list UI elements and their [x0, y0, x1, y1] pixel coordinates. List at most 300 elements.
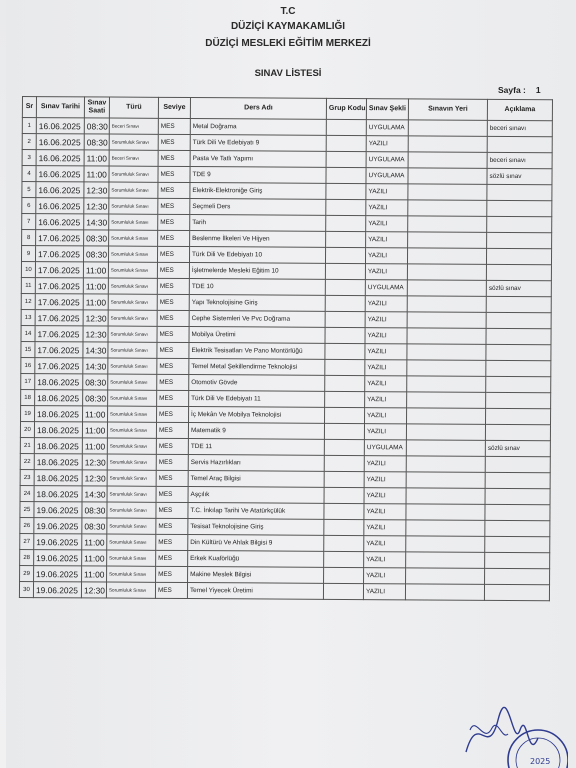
cell-date: 16.06.2025	[36, 118, 84, 134]
cell-sr: 21	[20, 437, 34, 453]
cell-course: Elektrik Tesisatları Ve Pano Montörlüğü	[189, 343, 325, 360]
cell-exam-place	[407, 376, 486, 392]
cell-exam-form: YAZILI	[366, 232, 408, 248]
cell-note	[486, 312, 551, 328]
cell-sr: 10	[21, 261, 35, 277]
cell-exam-form: YAZILI	[364, 504, 406, 520]
cell-group-code	[326, 151, 366, 167]
cell-exam-form: YAZILI	[365, 264, 407, 280]
cell-time: 12:30	[84, 182, 109, 198]
cell-exam-place	[407, 328, 486, 344]
cell-note	[486, 248, 551, 264]
cell-sr: 5	[22, 182, 36, 198]
cell-course: TDE 10	[189, 279, 325, 296]
cell-course: Din Kültürü Ve Ahlak Bilgisi 9	[188, 535, 324, 552]
cell-exam-place	[405, 584, 484, 600]
cell-time: 12:30	[83, 310, 108, 326]
cell-exam-place	[406, 504, 485, 520]
cell-exam-place	[406, 552, 485, 568]
cell-sr: 29	[20, 565, 34, 581]
cell-exam-place	[406, 536, 485, 552]
header-line3: DÜZİÇİ MESLEKİ EĞİTİM MERKEZİ	[205, 38, 371, 49]
cell-date: 16.06.2025	[36, 150, 84, 166]
cell-note	[485, 536, 550, 552]
cell-date: 17.06.2025	[35, 358, 83, 374]
cell-date: 18.06.2025	[34, 470, 82, 486]
cell-date: 18.06.2025	[35, 390, 83, 406]
header-line1: T.C	[280, 6, 296, 17]
cell-level: MES	[157, 310, 189, 326]
cell-time: 12:30	[84, 198, 109, 214]
cell-exam-place	[407, 248, 486, 264]
cell-sr: 17	[21, 373, 35, 389]
cell-exam-form: YAZILI	[365, 248, 407, 264]
cell-group-code	[324, 519, 364, 535]
cell-note	[487, 136, 552, 152]
cell-time: 11:00	[83, 278, 108, 294]
cell-time: 12:30	[82, 470, 107, 486]
cell-exam-form: UYGULAMA	[366, 168, 408, 184]
cell-exam-form: YAZILI	[364, 520, 406, 536]
cell-date: 18.06.2025	[35, 406, 83, 422]
cell-group-code	[326, 231, 366, 247]
cell-time: 08:30	[83, 374, 108, 390]
cell-sr: 28	[20, 549, 34, 565]
cell-level: MES	[158, 198, 190, 214]
cell-group-code	[325, 375, 365, 391]
cell-note	[485, 552, 550, 568]
cell-group-code	[324, 535, 364, 551]
cell-date: 16.06.2025	[36, 166, 84, 182]
cell-group-code	[325, 263, 365, 279]
cell-date: 17.06.2025	[35, 310, 83, 326]
cell-time: 14:30	[82, 486, 107, 502]
cell-date: 18.06.2025	[35, 374, 83, 390]
cell-sr: 22	[20, 453, 34, 469]
cell-group-code	[325, 359, 365, 375]
cell-date: 17.06.2025	[35, 262, 83, 278]
cell-group-code	[325, 391, 365, 407]
cell-type: Sorumluluk Sınavı	[108, 342, 157, 358]
cell-course: Elektrik-Elektroniğe Giriş	[190, 183, 326, 200]
cell-type: Sorumluluk Sınavı	[108, 262, 157, 278]
cell-level: MES	[156, 438, 188, 454]
cell-date: 19.06.2025	[34, 550, 82, 566]
cell-course: Türk Dili Ve Edebiyatı 10	[189, 247, 325, 264]
cell-time: 11:00	[83, 262, 108, 278]
cell-course: TDE 9	[190, 167, 326, 184]
col-header: Sınav Tarihi	[36, 97, 84, 118]
cell-sr: 14	[21, 325, 35, 341]
cell-exam-form: YAZILI	[364, 488, 406, 504]
cell-time: 12:30	[83, 326, 108, 342]
cell-sr: 13	[21, 309, 35, 325]
cell-date: 16.06.2025	[36, 198, 84, 214]
cell-sr: 15	[21, 341, 35, 357]
cell-level: MES	[158, 182, 190, 198]
cell-sr: 24	[20, 485, 34, 501]
signature-scribble	[466, 707, 538, 752]
cell-note	[486, 360, 551, 376]
cell-course: Matematik 9	[188, 423, 324, 440]
cell-sr: 23	[20, 469, 34, 485]
cell-type: Beceri Sınavı	[109, 118, 158, 134]
cell-time: 11:00	[82, 438, 107, 454]
cell-type: Sorumluluk Sınavı	[107, 550, 156, 566]
cell-level: MES	[156, 518, 188, 534]
cell-exam-form: YAZILI	[365, 328, 407, 344]
list-title: SINAV LİSTESİ	[254, 68, 322, 79]
cell-exam-form: YAZILI	[364, 552, 406, 568]
col-header: Sınavın Yeri	[408, 99, 487, 120]
cell-level: MES	[156, 566, 188, 582]
cell-group-code	[323, 583, 363, 599]
cell-note: sözlü sınav	[487, 168, 552, 184]
cell-level: MES	[156, 550, 188, 566]
cell-level: MES	[158, 150, 190, 166]
cell-exam-place	[407, 344, 486, 360]
cell-exam-place	[406, 568, 485, 584]
cell-level: MES	[156, 454, 188, 470]
cell-exam-form: YAZILI	[366, 136, 408, 152]
cell-note: sözlü sınav	[485, 440, 550, 456]
cell-group-code	[326, 167, 366, 183]
cell-sr: 1	[22, 118, 36, 134]
cell-exam-place	[408, 200, 487, 216]
cell-sr: 7	[22, 214, 36, 230]
cell-exam-place	[407, 296, 486, 312]
cell-date: 19.06.2025	[33, 582, 81, 598]
cell-exam-form: YAZILI	[364, 472, 406, 488]
cell-exam-place	[408, 120, 487, 136]
official-stamp	[458, 690, 568, 768]
cell-level: MES	[158, 230, 190, 246]
cell-group-code	[326, 215, 366, 231]
cell-sr: 12	[21, 293, 35, 309]
cell-exam-place	[408, 232, 487, 248]
cell-type: Sorumluluk Sınavı	[108, 406, 157, 422]
cell-time: 14:30	[84, 214, 109, 230]
cell-note	[487, 184, 552, 200]
cell-group-code	[324, 455, 364, 471]
cell-course: Beslenme İlkeleri Ve Hijyen	[190, 231, 326, 248]
cell-note	[486, 264, 551, 280]
cell-exam-form: YAZILI	[364, 536, 406, 552]
cell-date: 16.06.2025	[36, 134, 84, 150]
cell-group-code	[324, 439, 364, 455]
cell-note	[485, 472, 550, 488]
cell-exam-form: YAZILI	[364, 568, 406, 584]
cell-time: 08:30	[83, 246, 108, 262]
col-header: Grup Kodu	[326, 98, 366, 119]
cell-time: 11:00	[83, 406, 108, 422]
cell-exam-form: UYGULAMA	[366, 152, 408, 168]
cell-group-code	[325, 407, 365, 423]
cell-exam-place	[408, 136, 487, 152]
cell-exam-place	[408, 216, 487, 232]
cell-time: 11:00	[82, 566, 107, 582]
cell-level: MES	[158, 134, 190, 150]
cell-exam-place	[407, 360, 486, 376]
cell-exam-form: YAZILI	[365, 408, 407, 424]
cell-group-code	[324, 503, 364, 519]
cell-time: 08:30	[83, 390, 108, 406]
cell-date: 16.06.2025	[36, 182, 84, 198]
cell-note: beceri sınavı	[487, 120, 552, 136]
cell-exam-place	[406, 456, 485, 472]
cell-group-code	[326, 135, 366, 151]
cell-type: Sorumluluk Sınavı	[107, 518, 156, 534]
cell-group-code	[325, 311, 365, 327]
cell-type: Sorumluluk Sınavı	[108, 310, 157, 326]
cell-group-code	[324, 551, 364, 567]
cell-course: İşletmelerde Mesleki Eğitim 10	[189, 263, 325, 280]
col-header: Seviye	[158, 97, 190, 118]
cell-level: MES	[157, 390, 189, 406]
cell-time: 08:30	[84, 118, 109, 134]
cell-type: Sorumluluk Sınavı	[107, 422, 156, 438]
cell-level: MES	[156, 502, 188, 518]
cell-course: Mobilya Üretimi	[189, 327, 325, 344]
cell-type: Sorumluluk Sınavı	[108, 246, 157, 262]
cell-exam-form: YAZILI	[366, 184, 408, 200]
cell-type: Sorumluluk Sınavı	[107, 454, 156, 470]
cell-type: Sorumluluk Sınavı	[109, 134, 158, 150]
cell-group-code	[324, 471, 364, 487]
cell-level: MES	[158, 214, 190, 230]
cell-date: 17.06.2025	[35, 294, 83, 310]
cell-note	[484, 584, 549, 600]
cell-date: 18.06.2025	[34, 422, 82, 438]
cell-exam-form: YAZILI	[364, 456, 406, 472]
cell-exam-place	[407, 280, 486, 296]
cell-time: 11:00	[84, 150, 109, 166]
cell-sr: 20	[20, 421, 34, 437]
cell-course: Temel Araç Bilgisi	[188, 471, 324, 488]
cell-date: 17.06.2025	[36, 230, 84, 246]
cell-type: Sorumluluk Sınavı	[109, 214, 158, 230]
cell-level: MES	[158, 118, 190, 134]
cell-course: Pasta Ve Tatlı Yapımı	[190, 151, 326, 168]
cell-time: 08:30	[84, 134, 109, 150]
cell-sr: 8	[22, 230, 36, 246]
cell-level: MES	[156, 534, 188, 550]
page-label: Sayfa :	[498, 85, 526, 95]
cell-time: 08:30	[82, 502, 107, 518]
cell-exam-place	[406, 472, 485, 488]
signature-scribble	[470, 725, 508, 735]
cell-time: 14:30	[83, 342, 108, 358]
cell-date: 16.06.2025	[36, 214, 84, 230]
cell-exam-form: YAZILI	[366, 216, 408, 232]
cell-time: 08:30	[84, 230, 109, 246]
cell-group-code	[325, 279, 365, 295]
cell-group-code	[324, 567, 364, 583]
cell-level: MES	[157, 342, 189, 358]
cell-time: 08:30	[82, 518, 107, 534]
cell-time: 12:30	[82, 454, 107, 470]
cell-note	[485, 520, 550, 536]
cell-level: MES	[157, 358, 189, 374]
cell-level: MES	[158, 166, 190, 182]
cell-exam-form: YAZILI	[365, 312, 407, 328]
cell-exam-form: UYGULAMA	[364, 440, 406, 456]
cell-course: Türk Dili Ve Edebiyatı 11	[189, 391, 325, 408]
cell-sr: 3	[22, 150, 36, 166]
cell-course: Servis Hazırlıkları	[188, 455, 324, 472]
cell-course: Temel Yiyecek Üretimi	[187, 583, 323, 600]
cell-course: Seçmeli Ders	[190, 199, 326, 216]
cell-sr: 25	[20, 501, 34, 517]
table-row	[19, 581, 549, 600]
cell-sr: 2	[22, 134, 36, 150]
cell-group-code	[326, 183, 366, 199]
cell-exam-place	[408, 184, 487, 200]
cell-level: MES	[156, 422, 188, 438]
cell-group-code	[324, 423, 364, 439]
cell-sr: 18	[21, 389, 35, 405]
cell-type: Sorumluluk Sınavı	[107, 470, 156, 486]
cell-date: 19.06.2025	[34, 566, 82, 582]
cell-date: 17.06.2025	[35, 326, 83, 342]
page-number: 1	[535, 85, 541, 95]
cell-type: Sorumluluk Sınavı	[108, 390, 157, 406]
cell-type: Sorumluluk Sınavı	[108, 358, 157, 374]
cell-type: Sorumluluk Sınavı	[109, 182, 158, 198]
col-header: Sr	[22, 97, 36, 118]
cell-course: T.C. İnkılap Tarihi Ve Atatürkçülük	[188, 503, 324, 520]
cell-time: 12:30	[81, 582, 106, 598]
cell-note	[485, 488, 550, 504]
stamp-year: 2025	[530, 757, 551, 766]
cell-date: 19.06.2025	[34, 518, 82, 534]
cell-date: 18.06.2025	[34, 438, 82, 454]
cell-course: Tarih	[190, 215, 326, 232]
cell-type: Sorumluluk Sınavı	[109, 166, 158, 182]
cell-time: 11:00	[82, 534, 107, 550]
cell-note	[485, 456, 550, 472]
cell-level: MES	[156, 470, 188, 486]
cell-exam-place	[407, 312, 486, 328]
cell-exam-form: YAZILI	[363, 584, 405, 600]
cell-note: beceri sınavı	[487, 152, 552, 168]
cell-date: 17.06.2025	[35, 342, 83, 358]
cell-exam-place	[407, 408, 486, 424]
exam-table	[19, 96, 553, 601]
cell-time: 11:00	[82, 422, 107, 438]
cell-type: Beceri Sınavı	[109, 150, 158, 166]
cell-course: Otomotiv Gövde	[189, 375, 325, 392]
cell-course: Aşçılık	[188, 487, 324, 504]
cell-group-code	[325, 343, 365, 359]
cell-date: 17.06.2025	[35, 246, 83, 262]
cell-group-code	[325, 327, 365, 343]
cell-course: Tesisat Teknolojisine Giriş	[188, 519, 324, 536]
cell-course: TDE 11	[188, 439, 324, 456]
cell-level: MES	[157, 406, 189, 422]
cell-course: İç Mekân Ve Mobilya Teknolojisi	[189, 407, 325, 424]
cell-sr: 30	[19, 581, 33, 597]
cell-note: sözlü sınav	[486, 280, 551, 296]
cell-note	[486, 296, 551, 312]
cell-sr: 26	[20, 517, 34, 533]
cell-exam-form: YAZILI	[366, 200, 408, 216]
cell-sr: 9	[21, 246, 35, 262]
cell-type: Sorumluluk Sınavı	[107, 534, 156, 550]
cell-type: Sorumluluk Sınavı	[109, 230, 158, 246]
col-header: Açıklama	[487, 99, 552, 120]
cell-level: MES	[157, 294, 189, 310]
cell-time: 11:00	[82, 550, 107, 566]
cell-course: Metal Doğrama	[190, 119, 326, 136]
cell-exam-form: YAZILI	[365, 344, 407, 360]
cell-group-code	[325, 247, 365, 263]
cell-exam-form: UYGULAMA	[365, 280, 407, 296]
cell-type: Sorumluluk Sınavı	[108, 294, 157, 310]
cell-level: MES	[155, 582, 187, 598]
cell-note	[485, 504, 550, 520]
cell-note	[486, 376, 551, 392]
cell-exam-form: YAZILI	[365, 392, 407, 408]
cell-level: MES	[157, 246, 189, 262]
cell-type: Sorumluluk Sınavı	[108, 278, 157, 294]
cell-type: Sorumluluk Sınavı	[107, 566, 156, 582]
cell-level: MES	[157, 374, 189, 390]
cell-date: 18.06.2025	[34, 486, 82, 502]
cell-type: Sorumluluk Sınavı	[106, 582, 155, 598]
cell-course: Cephe Sistemleri Ve Pvc Doğrama	[189, 311, 325, 328]
cell-sr: 6	[22, 198, 36, 214]
col-header: Türü	[109, 97, 158, 118]
cell-note	[486, 344, 551, 360]
cell-exam-place	[408, 168, 487, 184]
cell-type: Sorumluluk Sınavı	[107, 438, 156, 454]
cell-sr: 4	[22, 166, 36, 182]
cell-type: Sorumluluk Sınavı	[108, 374, 157, 390]
cell-sr: 19	[21, 405, 35, 421]
cell-exam-form: UYGULAMA	[366, 120, 408, 136]
cell-exam-place	[407, 392, 486, 408]
cell-level: MES	[156, 486, 188, 502]
cell-course: Temel Metal Şekillendirme Teknolojisi	[189, 359, 325, 376]
cell-note	[485, 424, 550, 440]
cell-type: Sorumluluk Sınavı	[107, 486, 156, 502]
cell-group-code	[326, 199, 366, 215]
cell-type: Sorumluluk Sınavı	[109, 198, 158, 214]
cell-date: 18.06.2025	[34, 454, 82, 470]
cell-exam-place	[406, 440, 485, 456]
cell-exam-form: YAZILI	[365, 376, 407, 392]
col-header: Sınav Şekli	[366, 99, 408, 120]
cell-date: 19.06.2025	[34, 534, 82, 550]
cell-course: Türk Dili Ve Edebiyatı 9	[190, 135, 326, 152]
cell-course: Makine Meslek Bilgisi	[188, 567, 324, 584]
cell-note	[487, 200, 552, 216]
cell-level: MES	[157, 278, 189, 294]
cell-exam-place	[408, 152, 487, 168]
cell-note	[486, 392, 551, 408]
cell-exam-form: YAZILI	[365, 360, 407, 376]
cell-group-code	[325, 295, 365, 311]
cell-course: Erkek Kuaförlüğü	[188, 551, 324, 568]
cell-note	[487, 232, 552, 248]
cell-note	[486, 408, 551, 424]
cell-sr: 16	[21, 357, 35, 373]
cell-time: 14:30	[83, 358, 108, 374]
cell-course: Yapı Teknolojisine Giriş	[189, 295, 325, 312]
cell-time: 11:00	[83, 294, 108, 310]
cell-exam-place	[406, 424, 485, 440]
